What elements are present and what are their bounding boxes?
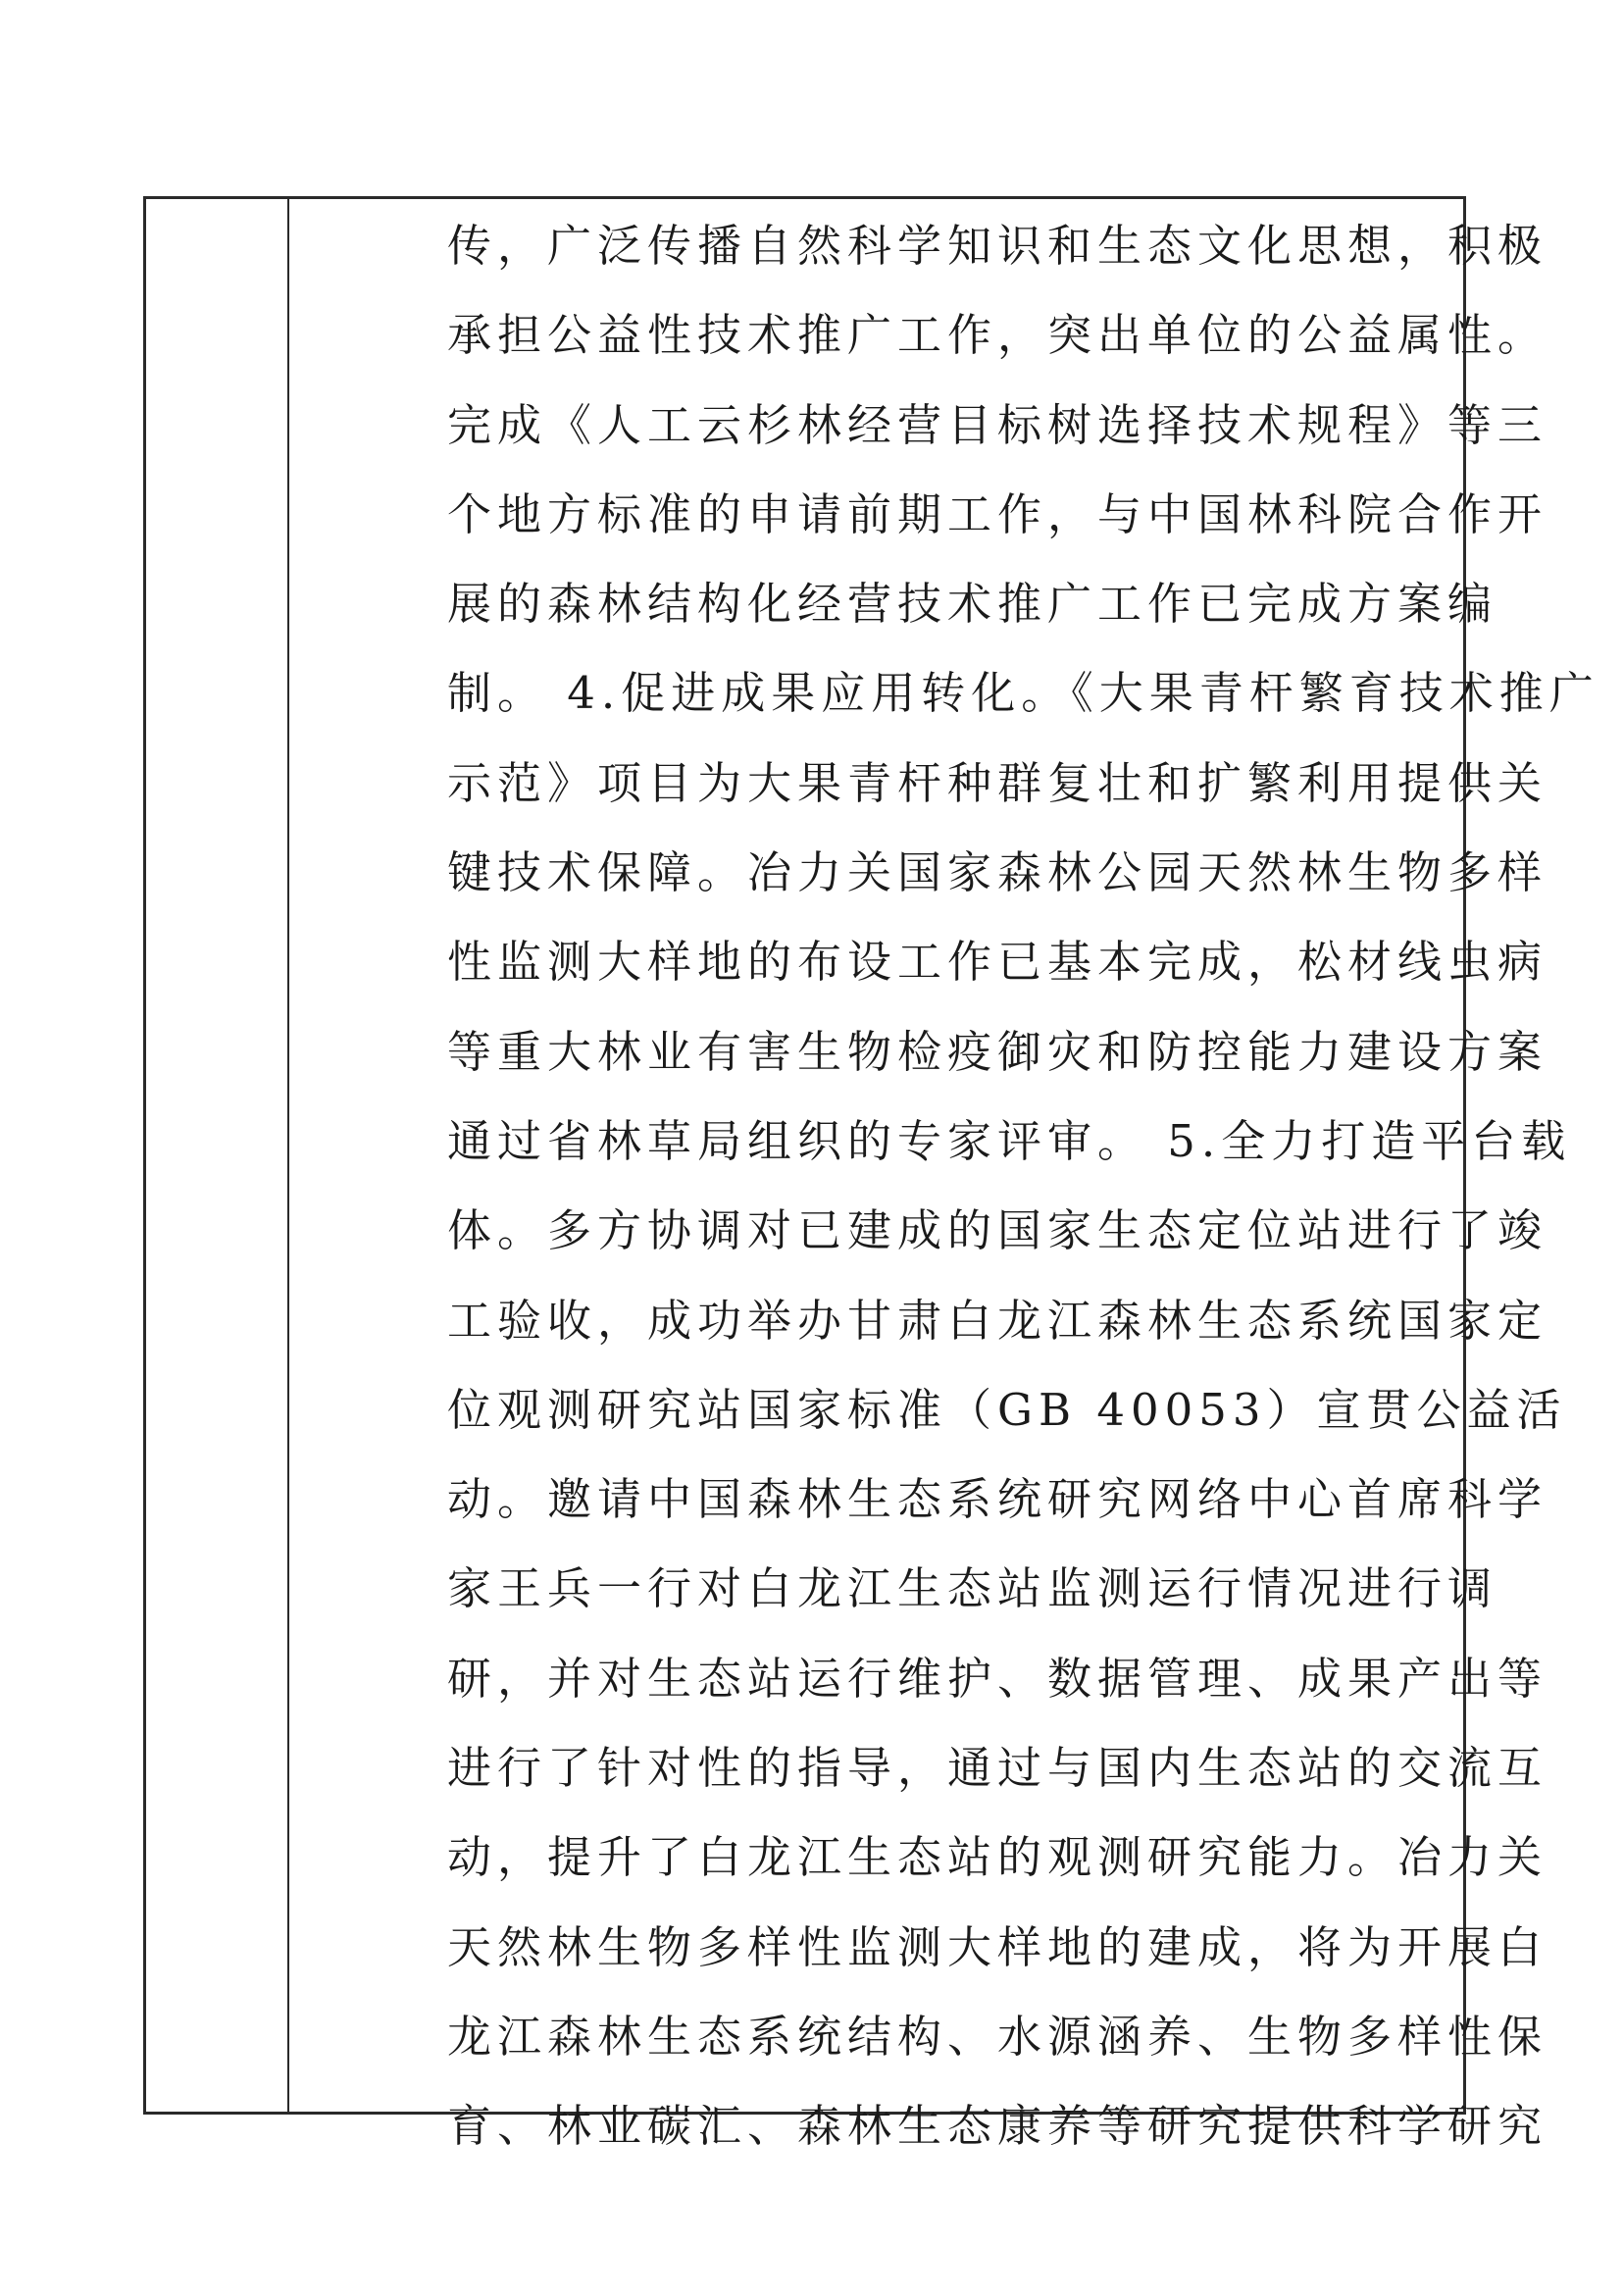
text-line: 通过省林草局组织的专家评审。 5.全力打造平台载 xyxy=(447,1114,1572,1167)
text-line: 承担公益性技术推广工作，突出单位的公益属性。 xyxy=(447,309,1548,362)
text-line: 制。 4.促进成果应用转化。《大果青杆繁育技术推广 xyxy=(447,667,1599,720)
left-label-cell xyxy=(146,199,287,2112)
text-line: 键技术保障。冶力关国家森林公园天然林生物多样 xyxy=(447,846,1548,899)
text-line: 传，广泛传播自然科学知识和生态文化思想，积极 xyxy=(447,220,1548,272)
text-line: 研，并对生态站运行维护、数据管理、成果产出等 xyxy=(447,1652,1548,1705)
text-line: 工验收，成功举办甘肃白龙江森林生态系统国家定 xyxy=(447,1294,1548,1347)
text-line: 性监测大样地的布设工作已基本完成，松材线虫病 xyxy=(447,936,1548,989)
text-line: 位观测研究站国家标准（GB 40053）宣贯公益活 xyxy=(447,1383,1567,1436)
text-line: 龙江森林生态系统结构、水源涵养、生物多样性保 xyxy=(447,2010,1548,2063)
text-line: 展的森林结构化经营技术推广工作已完成方案编 xyxy=(447,578,1498,631)
text-line: 动。邀请中国森林生态系统研究网络中心首席科学 xyxy=(447,1473,1548,1526)
text-line: 动，提升了白龙江生态站的观测研究能力。冶力关 xyxy=(447,1831,1548,1884)
text-line: 体。多方协调对已建成的国家生态定位站进行了竣 xyxy=(447,1204,1548,1257)
text-line: 进行了针对性的指导，通过与国内生态站的交流互 xyxy=(447,1742,1548,1795)
text-line: 等重大林业有害生物检疫御灾和防控能力建设方案 xyxy=(447,1025,1548,1078)
text-line: 示范》项目为大果青杆种群复壮和扩繁利用提供关 xyxy=(447,756,1548,809)
column-divider xyxy=(287,196,289,2115)
text-line: 育、林业碳汇、森林生态康养等研究提供科学研究 xyxy=(447,2100,1548,2153)
text-line: 家王兵一行对白龙江生态站监测运行情况进行调 xyxy=(447,1562,1498,1615)
text-line: 完成《人工云杉林经营目标树选择技术规程》等三 xyxy=(447,398,1548,451)
text-line: 个地方标准的申请前期工作，与中国林科院合作开 xyxy=(447,487,1548,540)
text-line: 天然林生物多样性监测大样地的建成，将为开展白 xyxy=(447,1920,1548,1973)
content-cell xyxy=(447,214,1599,2184)
